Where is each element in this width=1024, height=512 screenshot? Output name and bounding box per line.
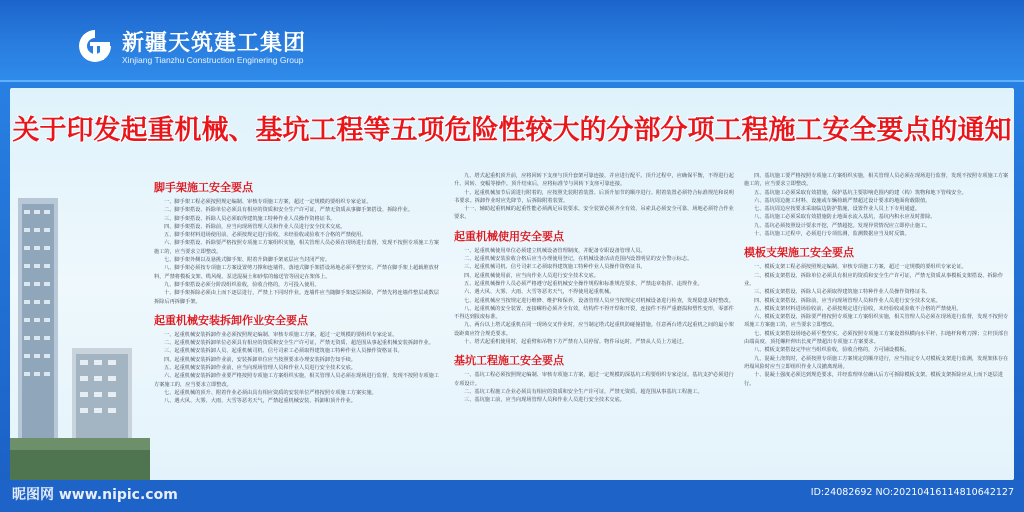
para-crane-cont-1: 九、塔式起重机顶升前，应将回转下支座与顶升套架可靠连接，并应进行配平。顶升过程中，应确保平衡，不得进行起升、回转、变幅等操作。顶升结束后，应将标准节与回转下支座可靠连接。 (454, 173, 734, 188)
para-crane-install-2: 二、起重机械安装拆卸单位必须具有相应的资质和安全生产许可证，严禁无资质、超范围从事起重机械安装拆卸作业。 (164, 340, 434, 347)
para-crane-use-1: 一、起重机械使用单位必须建立机械设备管理制度，并配备专职设备管理人员。 (464, 247, 646, 254)
section-title-scaffold: 脚手架施工安全要点 (154, 181, 253, 194)
para-formwork-2: 二、模板支架搭设、拆除单位必须具有相应的资质和安全生产许可证，严禁无资质从事模板支架搭设、拆除作业。 (744, 272, 1004, 287)
para-formwork-3: 三、模板支架搭设、拆除人员必须取得建筑施工特种作业人员操作资格证书。 (754, 289, 931, 296)
para-crane-install-4: 四、起重机械安装拆卸作业前，安装拆卸单位应当按照要求办理安装拆卸告知手续。 (164, 356, 356, 363)
para-pit-cont-7: 十、基坑施工过程中，必须进行专项监测，监测数据应当及时反馈。 (754, 231, 910, 238)
para-formwork-1: 一、模板支架工程必须按照规定编制、审核专项施工方案，超过一定规模的要组织专家论证。 (754, 264, 967, 271)
section-title-formwork: 模板支架施工安全要点 (744, 246, 854, 260)
para-pit-2: 二、基坑工程施工企业必须具有相应的资质和安全生产许可证，严禁无资质、超范围从事基坑工程施工。 (464, 388, 703, 395)
para-formwork-4: 四、模板支架搭设、拆除前，应当向现场管理人员和作业人员进行安全技术交底。 (754, 297, 941, 304)
para-crane-install-5: 五、起重机械安装拆卸作业前，应当向现场管理人员和作业人员进行安全技术交底。 (164, 365, 356, 372)
para-pit-3: 三、基坑施工前，应当向现场管理人员和作业人员进行安全技术交底。 (464, 397, 625, 404)
company-logo-icon (76, 28, 114, 64)
building-illustration (10, 188, 150, 480)
para-scaffold-10: 十、脚手架拆除必须由上而下逐层进行，严禁上下同时作业。连墙件应当随脚手架逐层拆除，严禁先将连墙件整层或数层拆除后再拆脚手架。 (154, 290, 439, 305)
para-formwork-8: 八、模板支架搭设完毕应当组织验收，验收合格的，方可铺设模板。 (754, 347, 910, 354)
para-pit-cont-3: 六、基坑周边施工材料、设施或车辆荷载严禁超过设计要求的地面荷载限值。 (754, 197, 931, 204)
para-formwork-9: 九、混凝土浇筑时，必须按照专项施工方案规定的顺序进行，应当指定专人对模板支架进行监测，发现架体存在坍塌风险时应当立即组织作业人员撤离现场。 (744, 355, 1009, 370)
para-scaffold-1: 一、脚手架工程必须按照规定编制、审核专项施工方案，超过一定规模的要组织专家论证。 (164, 199, 372, 205)
page-title: 关于印发起重机械、基坑工程等五项危险性较大的分部分项工程施工安全要点的通知 (12, 115, 1012, 146)
para-scaffold-6: 六、脚手架搭设、拆除要严格按照专项施工方案组织实施，相关管理人员必须在现场进行监督，发现不按照专项施工方案施工的，应当要求立即整改。 (154, 240, 439, 255)
para-crane-use-2: 二、起重机械安装验收合格后应当办理使用登记，在机械设备活动范围内设置明显的安全警示标志。 (464, 256, 693, 263)
para-crane-use-10: 十、塔式起重机使用时，起重臂和吊物下方严禁有人员停留。物件吊运时，严禁从人员上方通过。 (464, 339, 688, 346)
header-bar (0, 0, 1024, 82)
para-scaffold-3: 三、脚手架搭设、拆除人员必须取得建筑施工特种作业人员操作资格证书。 (164, 215, 336, 222)
para-scaffold-4: 四、脚手架搭设、拆除前，应当向现场管理人员和作业人员进行安全技术交底。 (164, 223, 346, 230)
para-crane-install-7: 七、起重机械的顶升、附着作业必须由具有相应资质的安装单位严格按照专项施工方案实施。 (164, 389, 377, 396)
para-crane-use-5: 五、起重机械操作人员必须严格遵守起重机械安全操作规程和标准规范要求，严禁违章指挥、违规作业。 (464, 280, 703, 287)
para-crane-use-8: 八、起重机械的安全装置、连接螺栓必须齐全有效，结构件不得开焊和开裂，连接件不得严重磨损和塑性变形，零部件不得达到报废标准。 (454, 305, 734, 321)
column-3 (744, 172, 1010, 480)
para-pit-cont-2: 五、基坑施工必须采取有效措施，保护基坑主要影响范围内的建（构）筑物和地下管线安全。 (754, 189, 967, 196)
para-pit-cont-6: 九、基坑必须按照设计要求开挖，严禁超挖。发现异常情况应立即停止施工。 (754, 222, 931, 229)
para-crane-use-3: 三、起重机械司机、信号司索工必须取得建筑施工特种作业人员操作资格证书。 (464, 264, 646, 271)
column-2 (454, 172, 734, 480)
para-formwork-7: 七、模板支架搭设场地必须平整坚实。必须按照专项施工方案设置纵横向水平杆、扫地杆和剪刀撑；立杆顶部自由端高度、顶托螺杆伸出长度严禁超出专项施工方案要求。 (744, 330, 1009, 346)
para-scaffold-9: 九、脚手架搭设必须分阶段组织验收，验收合格的，方可投入使用。 (164, 281, 320, 288)
para-crane-use-7: 七、起重机械应当按规定进行维修、维护和保养，设备管理人员应当按规定对机械设备进行检查，发现隐患及时整改。 (464, 297, 734, 304)
para-crane-use-4: 四、起重机械使用前，应当向作业人员进行安全技术交底。 (464, 272, 599, 279)
para-scaffold-2: 二、脚手架搭设、拆除单位必须具有相应的资质和安全生产许可证，严禁无资质从事脚手架搭设、拆除作业。 (164, 207, 414, 214)
watermark-id: ID:24082692 NO:20210416114810642127 (810, 487, 1014, 498)
column-1 (154, 176, 444, 480)
para-crane-install-6: 六、起重机械安装拆卸作业要严格按照专项施工方案组织实施，相关管理人员必须在现场进行监督，发现不按照专项施工方案施工的，应当要求立即整改。 (154, 373, 439, 388)
company-name: 新疆天筑建工集团 (122, 31, 307, 56)
para-crane-use-9: 九、两台以上塔式起重机在同一现场交叉作业时，应当制定塔式起重机防碰撞措施。任意两台塔式起重机之间的最小架设距离应符合规范要求。 (454, 322, 734, 337)
para-crane-install-1: 一、起重机械安装拆卸作业必须按照规定编制、审核专项施工方案，超过一定规模的要组织专家论证。 (164, 331, 398, 338)
para-formwork-10: 十、混凝土强度必须达到规范要求，并经监理单位确认后方可拆除模板支架。模板支架拆除应从上而下逐层进行。 (744, 372, 1004, 387)
section-title-crane-install: 起重机械安装拆卸作业安全要点 (154, 313, 308, 327)
para-crane-use-6: 六、遇大风、大雾、大雨、大雪等恶劣天气，不得使用起重机械。 (464, 289, 615, 296)
para-pit-1: 一、基坑工程必须按照规定编制、审核专项施工方案，超过一定规模的深基坑工程要组织专家论证。基坑支护必须进行专项设计。 (454, 372, 734, 387)
content-panel (10, 88, 1014, 480)
para-formwork-5: 五、模板支架材料进场验收前，必须按规定进行验收，未经验收或验收不合格的严禁使用。 (754, 305, 962, 312)
para-crane-install-8: 八、遇大风、大雾、大雨、大雪等恶劣天气，严禁起重机械安装、拆卸和顶升作业。 (164, 398, 356, 405)
para-crane-cont-2: 十、起重机械加节后需进行附着的，应按照先装附着装置、后顶升加节的顺序进行。附着装置必须符合标准规范和说明书要求。拆卸作业时应先降节，后拆除附着装置。 (454, 189, 734, 204)
company-name-en: Xinjiang Tianzhu Construction Enginering Group (122, 55, 304, 65)
section-title-crane-use: 起重机械使用安全要点 (454, 229, 564, 243)
para-formwork-6: 六、模板支架搭设、拆除要严格按照专项施工方案组织实施，相关管理人员必须在现场进行监督，发现不按照专项施工方案施工的，应当要求立即整改。 (744, 314, 1009, 329)
para-scaffold-8: 八、脚手架必须按专项施工方案设置剪刀撑和连墙件。落地式脚手架搭设场地必须平整坚实。严禁在脚手架上超载堆放材料，严禁将模板支架、缆风绳、泵送混凝土和砂浆的输送管等固定在架体上。 (154, 265, 439, 280)
para-pit-cont-4: 七、基坑周边应按要求采取临边防护措施，设置作业人员上下专用通道。 (754, 206, 921, 213)
watermark-site: 昵图网 www.nipic.com (12, 487, 178, 503)
para-pit-cont-5: 八、基坑施工必须采取有效措施防止地面水流入基坑，基坑内积水应及时排除。 (754, 214, 936, 221)
para-crane-install-3: 三、起重机械安装拆卸人员、起重机械司机、信号司索工必须取得建筑施工特种作业人员操作资格证书。 (164, 348, 403, 355)
para-pit-cont-1: 四、基坑施工要严格按照专项施工方案组织实施，相关管理人员必须在现场进行监督，发现不按照专项施工方案施工的，应当要求立即整改。 (744, 173, 1009, 188)
para-scaffold-7: 七、脚手架外侧以及悬挑式脚手架、附着升降脚手架底层应当封闭严密。 (164, 257, 331, 264)
para-crane-cont-3: 十一、辅助起重机械的起重性能必须满足吊装要求，安全装置必须齐全有效，吊索具必须安全可靠，场地必须符合作业要求。 (454, 206, 734, 221)
section-title-pit: 基坑工程施工安全要点 (454, 354, 564, 368)
para-scaffold-5: 五、脚手架材料进场使用前，必须按规定进行验收，未经验收或验收不合格的严禁使用。 (164, 232, 367, 239)
